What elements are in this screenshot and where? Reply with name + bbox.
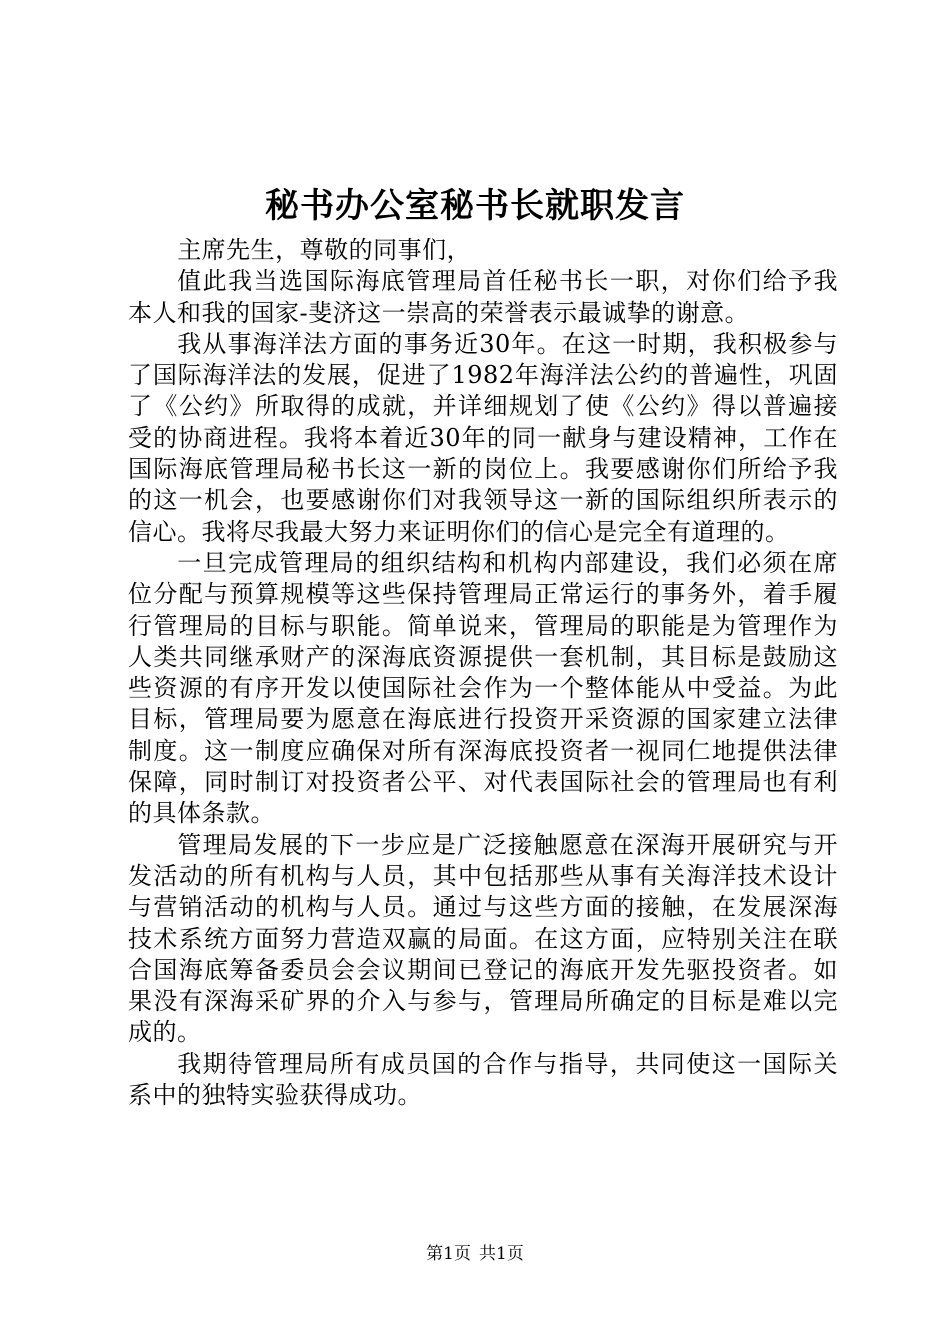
paragraph-mandate: 一旦完成管理局的组织结构和机构内部建设，我们必须在席位分配与预算规模等这些保持管理局正常运行的事务外，着手履行管理局的目标与职能。简单说来，管理局的职能是为管理作为人类共同继承财产的深海底资源提供一套机制，其目标是鼓励这些资源的有序开发以使国际社会作为一个整体能从中受益。为此目标，管理局要为愿意在海底进行投资开采资源的国家建立法律制度。这一制度应确保对所有深海底投资者一视同仁地提供法律保障，同时制订对投资者公平、对代表国际社会的管理局也有利的具体条款。: [128, 548, 838, 828]
page-footer: [0, 1242, 950, 1266]
page-number: 第1页: [426, 1244, 471, 1264]
document-body: [128, 235, 838, 1111]
document-title: 秘书办公室秘书长就职发言: [265, 186, 685, 226]
page-total: 共1页: [479, 1244, 524, 1264]
paragraph-next-steps: 管理局发展的下一步应是广泛接触愿意在深海开展研究与开发活动的所有机构与人员，其中包括那些从事有关海洋技术设计与营销活动的机构与人员。通过与这些方面的接触，在发展深海技术系统方面努力营造双赢的局面。在这方面，应特别关注在联合国海底筹备委员会会议期间已登记的海底开发先驱投资者。如果没有深海采矿界的介入与参与，管理局所确定的目标是难以完成的。: [128, 830, 838, 1047]
paragraph-closing: 我期待管理局所有成员国的合作与指导，共同使这一国际关系中的独特实验获得成功。: [128, 1049, 838, 1110]
paragraph-experience: 我从事海洋法方面的事务近30年。在这一时期，我积极参与了国际海洋法的发展，促进了1982年海洋法公约的普遍性，巩固了《公约》所取得的成就，并详细规划了使《公约》得以普遍接受的协商进程。我将本着近30年的同一献身与建设精神，工作在国际海底管理局秘书长这一新的岗位上。我要感谢你们所给予我的这一机会，也要感谢你们对我领导这一新的国际组织所表示的信心。我将尽我最大努力来证明你们的信心是完全有道理的。: [128, 329, 838, 546]
paragraph-thanks: 值此我当选国际海底管理局首任秘书长一职，对你们给予我本人和我的国家-斐济这一崇高的荣誉表示最诚挚的谢意。: [128, 267, 838, 327]
paragraph-salutation: 主席先生，尊敬的同事们，: [177, 236, 472, 264]
